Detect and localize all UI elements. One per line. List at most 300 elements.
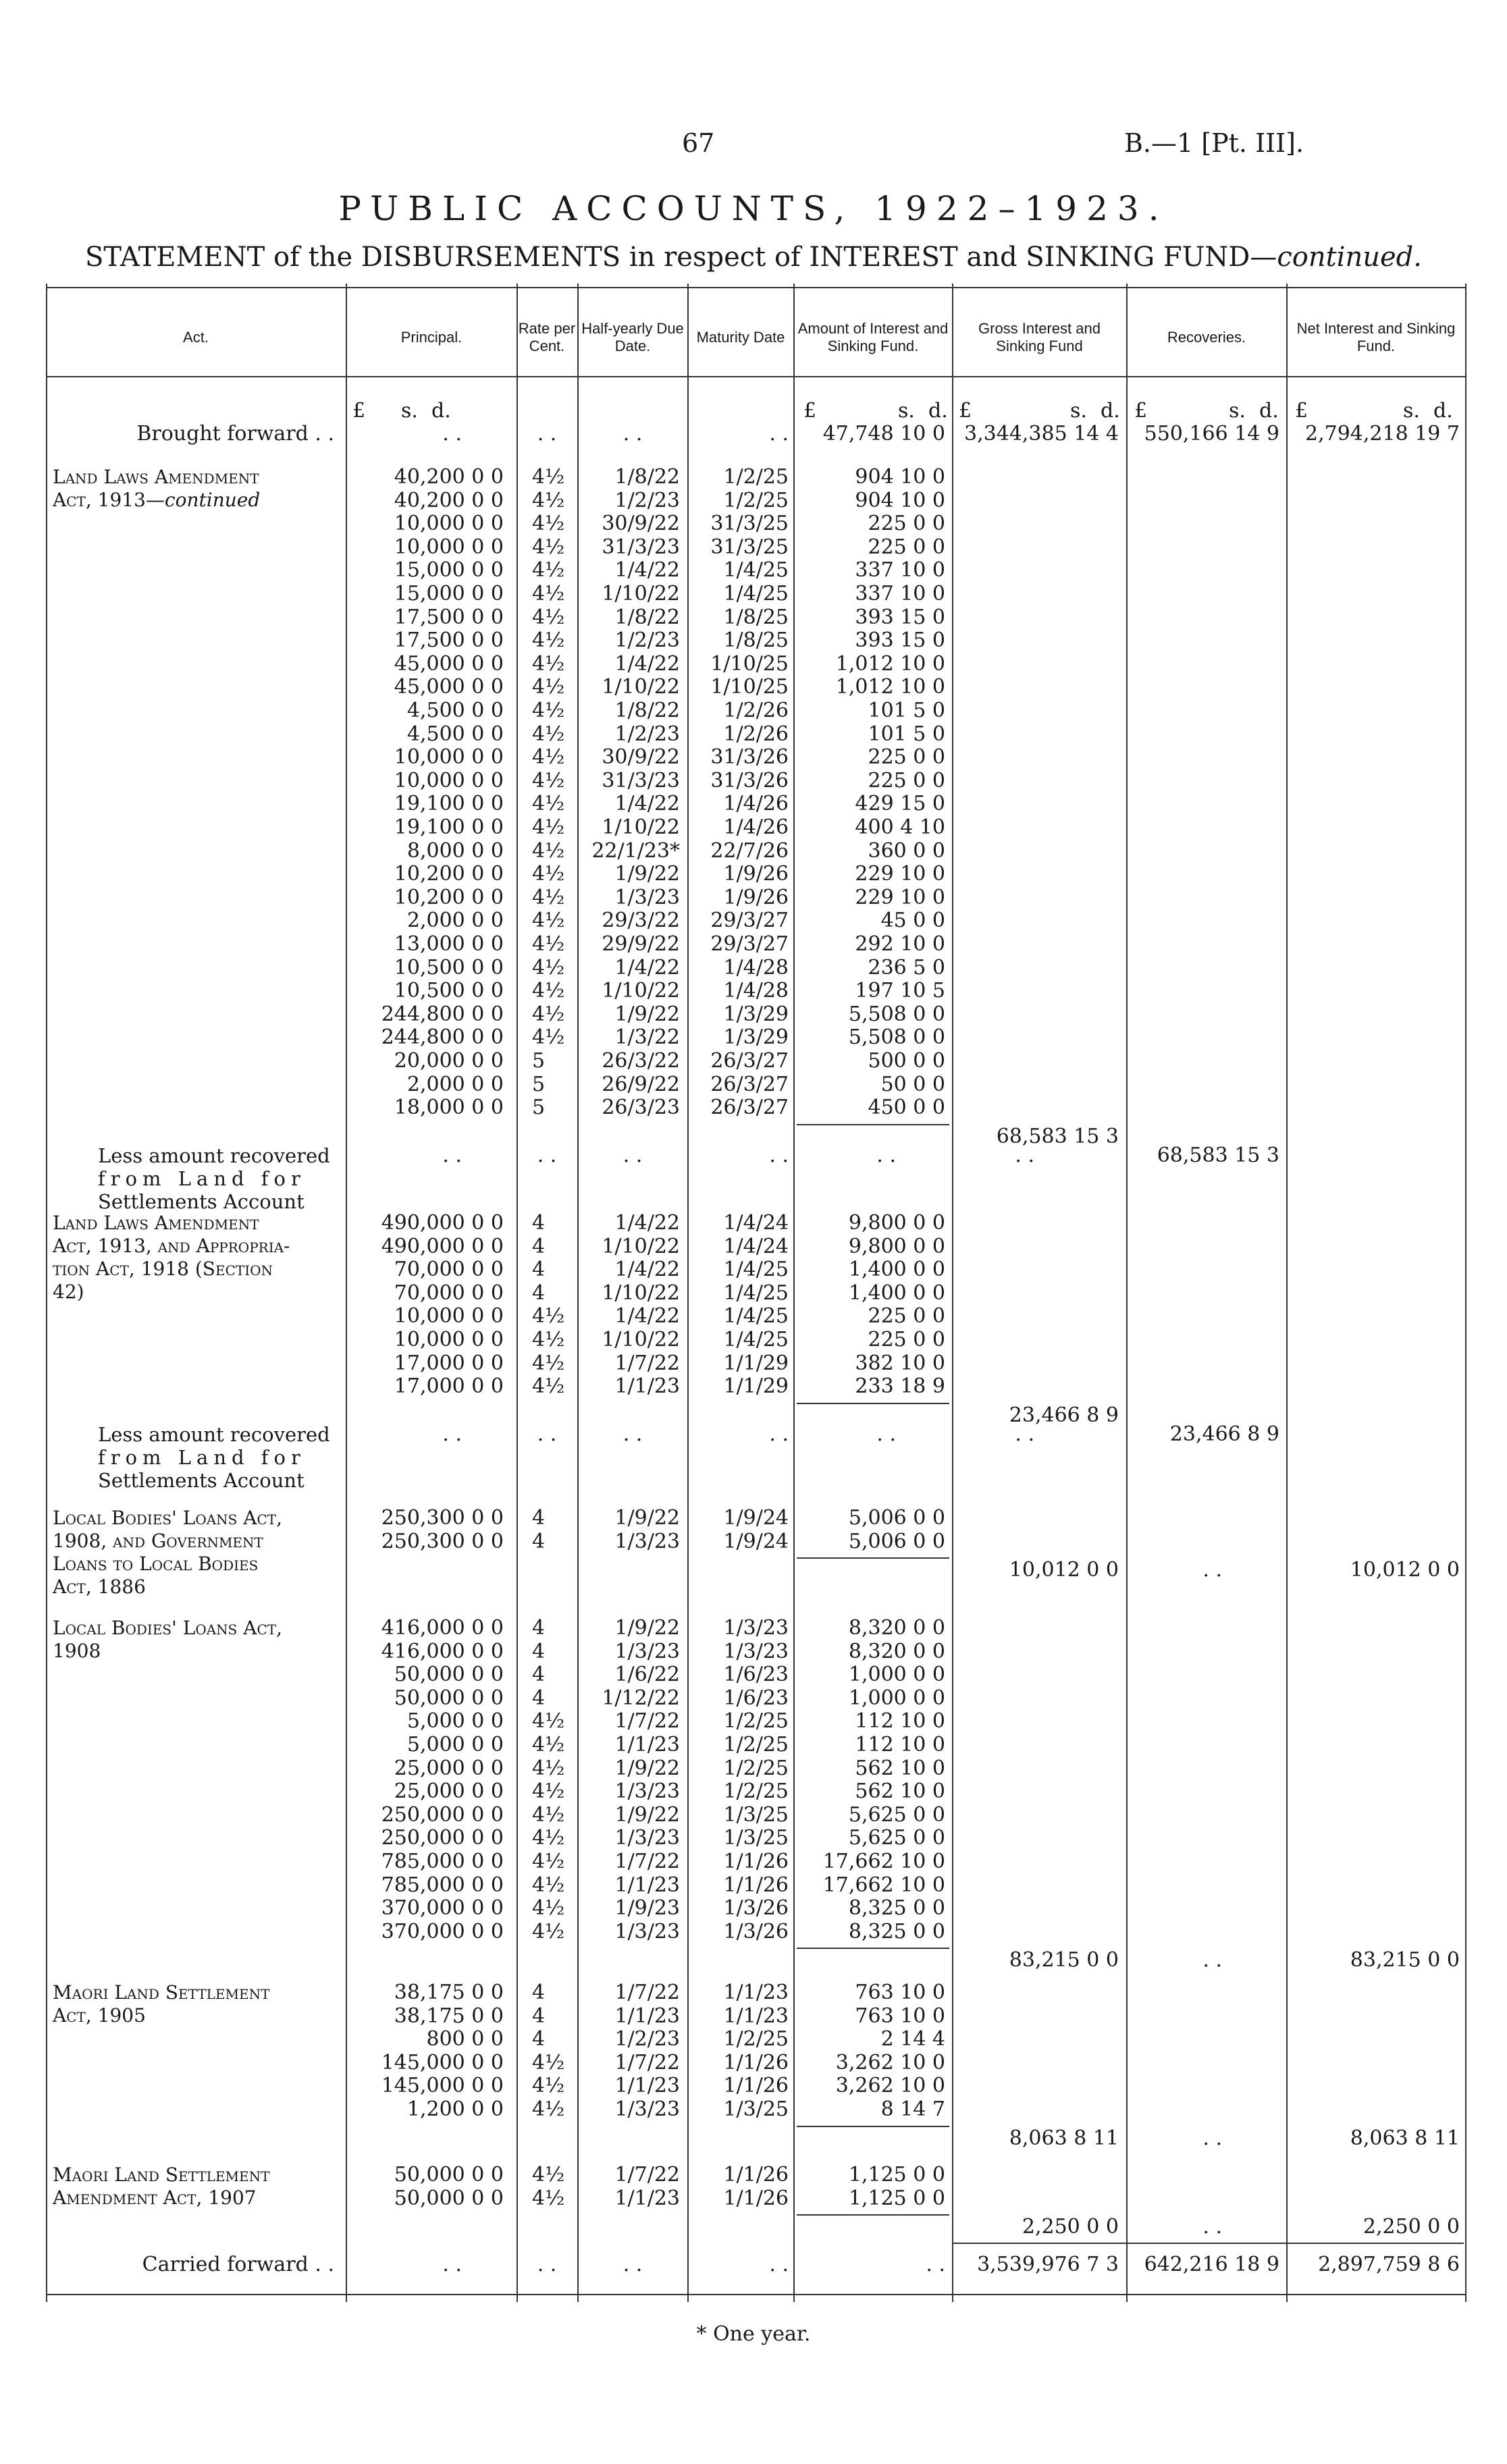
maturity-dots: . .: [769, 2253, 789, 2276]
amount-cell: 1,012 10 0: [835, 651, 945, 676]
due-date-cell: 1/7/22: [614, 1709, 680, 1734]
due-date-cell: 1/9/22: [614, 1002, 680, 1026]
maturity-dots: . .: [769, 1143, 789, 1167]
act-name-line: Local Bodies' Loans Act,: [53, 1507, 283, 1529]
rate-cell: 4½: [532, 955, 565, 980]
rate-cell: 4: [532, 2027, 546, 2052]
amount-cell: 3,262 10 0: [835, 2050, 945, 2074]
principal-cell: 785,000 0 0: [381, 1850, 504, 1873]
act-name-line: 1908: [53, 1640, 101, 1662]
amount-cell: 233 18 9: [855, 1374, 945, 1399]
amount-cell: 292 10 0: [855, 932, 945, 956]
subtotal-rule: [797, 1557, 949, 1559]
amount-cell: 17,662 10 0: [822, 1873, 945, 1897]
amount-cell: 500 0 0: [868, 1049, 945, 1073]
rate-cell: 4½: [532, 2050, 565, 2074]
amount-cell: 450 0 0: [868, 1096, 945, 1120]
amount-cell: 5,006 0 0: [848, 1529, 945, 1553]
due-date-cell: 1/10/22: [602, 1281, 680, 1305]
unit-pence-principal: d.: [431, 399, 451, 423]
rate-cell: 4½: [532, 1709, 565, 1734]
maturity-cell: 1/1/23: [723, 1981, 789, 2004]
rate-cell: 4½: [532, 1374, 565, 1399]
principal-cell: 17,000 0 0: [394, 1351, 504, 1375]
rate-cell: 4½: [532, 1873, 565, 1897]
amount-cell: 562 10 0: [855, 1779, 945, 1804]
amount-cell: 360 0 0: [868, 838, 945, 863]
amount-cell: 225 0 0: [868, 745, 945, 770]
rate-cell: 4½: [532, 885, 565, 909]
amount-cell: 8,320 0 0: [848, 1616, 945, 1640]
rate-cell: 4½: [532, 1304, 565, 1329]
principal-cell: 19,100 0 0: [394, 792, 504, 816]
unit-shilling-net: s.: [1403, 399, 1420, 423]
due-date-cell: 29/9/22: [602, 932, 680, 956]
rate-cell: 4½: [532, 2074, 565, 2098]
section-net-total: 10,012 0 0: [1350, 1558, 1460, 1582]
rate-cell: 4½: [532, 605, 565, 629]
amount-cell: 5,625 0 0: [848, 1826, 945, 1850]
due-date-cell: 1/7/22: [614, 1850, 680, 1873]
principal-cell: 145,000 0 0: [381, 2074, 504, 2098]
brought-forward-gross: 3,344,385 14 4: [963, 422, 1119, 446]
principal-cell: 5,000 0 0: [406, 1709, 504, 1734]
maturity-cell: 1/4/25: [723, 1304, 789, 1329]
table-top-rule: [46, 287, 1465, 288]
principal-cell: 250,000 0 0: [381, 1826, 504, 1850]
section-net-total: 83,215 0 0: [1350, 1948, 1460, 1973]
rate-cell: 4½: [532, 1896, 565, 1921]
rate-dots: . .: [537, 422, 557, 446]
less-recovered-line: Settlements Account: [98, 1468, 305, 1492]
rate-cell: 4½: [532, 2097, 565, 2121]
maturity-cell: 1/4/24: [723, 1211, 789, 1235]
rate-cell: 4½: [532, 558, 565, 583]
principal-cell: 50,000 0 0: [394, 1686, 504, 1710]
principal-cell: 10,000 0 0: [394, 768, 504, 793]
subtotal-rule: [797, 1124, 949, 1125]
maturity-cell: 1/1/26: [723, 2074, 789, 2098]
rate-cell: 4½: [532, 1756, 565, 1780]
due-date-cell: 1/1/23: [614, 1873, 680, 1897]
principal-cell: 10,000 0 0: [394, 535, 504, 559]
subtotal-rule: [797, 2214, 949, 2216]
amount-cell: 8,325 0 0: [848, 1896, 945, 1921]
due-date-cell: 1/1/23: [614, 2004, 680, 2028]
maturity-cell: 1/6/23: [723, 1663, 789, 1687]
amount-cell: 5,508 0 0: [848, 1002, 945, 1026]
rate-cell: 4½: [532, 1733, 565, 1757]
principal-cell: 50,000 0 0: [394, 2186, 504, 2210]
maturity-cell: 1/9/24: [723, 1506, 789, 1530]
rate-cell: 4½: [532, 1328, 565, 1351]
due-date-cell: 1/4/22: [614, 1211, 680, 1235]
table-bottom-rule: [46, 2294, 1465, 2295]
amount-cell: 229 10 0: [855, 862, 945, 886]
maturity-cell: 29/3/27: [710, 932, 789, 956]
maturity-cell: 1/4/25: [723, 1328, 789, 1351]
maturity-cell: 1/3/26: [723, 1896, 789, 1921]
due-date-cell: 1/3/23: [614, 1639, 680, 1663]
due-date-cell: 31/3/23: [602, 768, 680, 793]
page-number: 67: [682, 128, 715, 158]
principal-dots: . .: [442, 422, 462, 446]
amount-cell: 1,400 0 0: [848, 1281, 945, 1305]
due-date-cell: 1/12/22: [602, 1686, 680, 1710]
principal-cell: 40,200 0 0: [394, 465, 504, 489]
due-date-cell: 1/4/22: [614, 558, 680, 583]
due-date-cell: 1/7/22: [614, 1351, 680, 1375]
rate-cell: 4½: [532, 838, 565, 863]
due-date-cell: 1/9/22: [614, 1616, 680, 1640]
principal-cell: 70,000 0 0: [394, 1258, 504, 1282]
maturity-cell: 1/4/25: [723, 558, 789, 583]
maturity-cell: 1/4/26: [723, 792, 789, 816]
recoveries-dots: . .: [1202, 1948, 1222, 1973]
maturity-cell: 1/2/25: [723, 1756, 789, 1780]
due-dots: . .: [623, 1422, 643, 1446]
unit-pound-recoveries: £: [1134, 399, 1148, 423]
principal-cell: 250,000 0 0: [381, 1802, 504, 1827]
maturity-cell: 1/10/25: [710, 675, 789, 699]
carried-forward-net: 2,897,759 8 6: [1318, 2253, 1460, 2276]
maturity-cell: 1/4/28: [723, 955, 789, 980]
maturity-dots: . .: [769, 422, 789, 446]
maturity-cell: 1/9/26: [723, 885, 789, 909]
subtotal-rule: [797, 1403, 949, 1404]
principal-cell: 4,500 0 0: [406, 722, 504, 746]
principal-cell: 416,000 0 0: [381, 1616, 504, 1640]
amount-cell: 9,800 0 0: [848, 1234, 945, 1258]
less-recovered-line: Less amount recovered: [98, 1144, 330, 1167]
principal-cell: 5,000 0 0: [406, 1733, 504, 1757]
due-date-cell: 1/7/22: [614, 2050, 680, 2074]
rate-dots: . .: [537, 1143, 557, 1167]
amount-cell: 229 10 0: [855, 885, 945, 909]
maturity-cell: 26/3/27: [710, 1072, 789, 1096]
less-recovered-line: from Land for: [98, 1167, 306, 1190]
less-recovered-line: from Land for: [98, 1445, 306, 1469]
principal-cell: 10,000 0 0: [394, 512, 504, 536]
recoveries-dots: . .: [1202, 2126, 1222, 2150]
due-date-cell: 1/6/22: [614, 1663, 680, 1687]
maturity-cell: 1/2/25: [723, 2027, 789, 2052]
amount-cell: 337 10 0: [855, 558, 945, 583]
maturity-cell: 1/1/29: [723, 1351, 789, 1375]
rate-cell: 4½: [532, 815, 565, 839]
brought-forward-net: 2,794,218 19 7: [1304, 422, 1460, 446]
col-header-net: Net Interest and Sinking Fund.: [1296, 320, 1456, 354]
principal-cell: 244,800 0 0: [381, 1025, 504, 1050]
column-rule: [1465, 284, 1466, 2302]
maturity-cell: 1/1/26: [723, 1873, 789, 1897]
document-reference: B.—1 [Pt. III].: [1124, 128, 1304, 158]
act-name-line: Maori Land Settlement: [53, 1981, 270, 2004]
column-rule: [952, 284, 953, 2302]
principal-cell: 40,200 0 0: [394, 488, 504, 512]
principal-cell: 13,000 0 0: [394, 932, 504, 956]
maturity-cell: 1/4/28: [723, 979, 789, 1003]
maturity-cell: 1/4/24: [723, 1234, 789, 1258]
principal-cell: 416,000 0 0: [381, 1639, 504, 1663]
unit-shilling-amount: s.: [898, 399, 915, 423]
principal-cell: 38,175 0 0: [394, 1981, 504, 2004]
carried-forward-gross: 3,539,976 7 3: [977, 2253, 1119, 2276]
rate-cell: 4½: [532, 979, 565, 1003]
amount-cell: 50 0 0: [880, 1072, 945, 1096]
amount-cell: 337 10 0: [855, 582, 945, 606]
principal-cell: 2,000 0 0: [406, 909, 504, 933]
due-date-cell: 22/1/23*: [591, 838, 680, 863]
act-name-line: Amendment Act, 1907: [53, 2187, 257, 2209]
due-date-cell: 1/10/22: [602, 1328, 680, 1351]
due-date-cell: 29/3/22: [602, 909, 680, 933]
subtotal-rule: [797, 1948, 949, 1949]
col-header-recoveries: Recoveries.: [1167, 329, 1246, 346]
less-recovered-line: Settlements Account: [98, 1189, 305, 1213]
act-name-line: Act, 1886: [53, 1576, 146, 1598]
unit-pound-net: £: [1295, 399, 1308, 423]
maturity-cell: 1/2/26: [723, 722, 789, 746]
amount-cell: 236 5 0: [868, 955, 945, 980]
due-date-cell: 1/1/23: [614, 1733, 680, 1757]
due-dots: . .: [623, 422, 643, 446]
rate-cell: 4: [532, 1529, 546, 1553]
maturity-cell: 1/1/26: [723, 2050, 789, 2074]
maturity-cell: 1/3/23: [723, 1639, 789, 1663]
carried-forward-label: Carried forward . .: [142, 2253, 334, 2276]
principal-cell: 10,200 0 0: [394, 862, 504, 886]
due-date-cell: 1/3/22: [614, 1025, 680, 1050]
due-date-cell: 1/3/23: [614, 1529, 680, 1553]
principal-cell: 2,000 0 0: [406, 1072, 504, 1096]
unit-pence-gross: d.: [1101, 399, 1120, 423]
principal-cell: 10,000 0 0: [394, 1328, 504, 1351]
amount-cell: 8,325 0 0: [848, 1919, 945, 1944]
page-title: PUBLIC ACCOUNTS, 1922–1923.: [338, 189, 1169, 228]
amount-cell: 763 10 0: [855, 1981, 945, 2004]
act-name-line: Loans to Local Bodies: [53, 1553, 259, 1575]
rate-cell: 4½: [532, 722, 565, 746]
rate-cell: 4½: [532, 512, 565, 536]
principal-cell: 15,000 0 0: [394, 582, 504, 606]
section-gross-total: 83,215 0 0: [1009, 1948, 1119, 1973]
principal-cell: 70,000 0 0: [394, 1281, 504, 1305]
amount-dots: . .: [926, 2253, 945, 2276]
principal-cell: 17,000 0 0: [394, 1374, 504, 1399]
unit-pence-recoveries: d.: [1259, 399, 1279, 423]
principal-cell: 10,000 0 0: [394, 745, 504, 770]
maturity-cell: 1/1/26: [723, 2163, 789, 2187]
act-name-line: Land Laws Amendment: [53, 466, 259, 488]
act-name-line: tion Act, 1918 (Section: [53, 1258, 273, 1280]
maturity-cell: 1/2/25: [723, 1779, 789, 1804]
amount-cell: 225 0 0: [868, 512, 945, 536]
unit-pence-net: d.: [1433, 399, 1453, 423]
due-date-cell: 1/4/22: [614, 1304, 680, 1329]
act-name-line: 1908, and Government: [53, 1530, 263, 1552]
rate-cell: 5: [532, 1072, 546, 1096]
due-date-cell: 1/2/23: [614, 628, 680, 653]
unit-pence-amount: d.: [928, 399, 948, 423]
principal-cell: 20,000 0 0: [394, 1049, 504, 1073]
due-date-cell: 1/8/22: [614, 605, 680, 629]
principal-cell: 370,000 0 0: [381, 1919, 504, 1944]
rate-cell: 4½: [532, 465, 565, 489]
col-header-principal: Principal.: [400, 329, 462, 346]
maturity-cell: 1/4/25: [723, 582, 789, 606]
section-gross-total: 68,583 15 3: [996, 1124, 1119, 1148]
rate-cell: 5: [532, 1096, 546, 1120]
due-date-cell: 26/3/22: [602, 1049, 680, 1073]
due-date-cell: 1/1/23: [614, 2186, 680, 2210]
due-date-cell: 1/8/22: [614, 465, 680, 489]
column-rule: [517, 284, 518, 2302]
maturity-cell: 1/10/25: [710, 651, 789, 676]
column-rule: [1126, 284, 1128, 2302]
due-date-cell: 1/4/22: [614, 1258, 680, 1282]
amount-cell: 8,320 0 0: [848, 1639, 945, 1663]
principal-cell: 17,500 0 0: [394, 605, 504, 629]
amount-cell: 101 5 0: [868, 699, 945, 722]
due-date-cell: 30/9/22: [602, 512, 680, 536]
due-date-cell: 30/9/22: [602, 745, 680, 770]
less-recoveries-value: 23,466 8 9: [1169, 1422, 1279, 1446]
rate-cell: 4½: [532, 792, 565, 816]
rate-dots: . .: [537, 2253, 557, 2276]
principal-dots: . .: [442, 2253, 462, 2276]
rate-cell: 4½: [532, 699, 565, 722]
maturity-cell: 1/3/25: [723, 1826, 789, 1850]
maturity-cell: 26/3/27: [710, 1096, 789, 1120]
subtitle-continued: —continued.: [1250, 242, 1422, 273]
principal-cell: 4,500 0 0: [406, 699, 504, 722]
due-date-cell: 1/9/22: [614, 1756, 680, 1780]
due-date-cell: 26/9/22: [602, 1072, 680, 1096]
principal-cell: 15,000 0 0: [394, 558, 504, 583]
due-date-cell: 1/10/22: [602, 675, 680, 699]
due-date-cell: 1/7/22: [614, 2163, 680, 2187]
maturity-cell: 1/3/29: [723, 1002, 789, 1026]
brought-forward-amount: 47,748 10 0: [822, 422, 945, 446]
maturity-cell: 1/3/25: [723, 2097, 789, 2121]
recoveries-dots: . .: [1202, 1558, 1222, 1582]
less-recovered-line: Less amount recovered: [98, 1422, 330, 1446]
act-name-line: Maori Land Settlement: [53, 2164, 270, 2186]
due-date-cell: 1/3/23: [614, 885, 680, 909]
maturity-cell: 31/3/25: [710, 535, 789, 559]
amount-cell: 1,000 0 0: [848, 1686, 945, 1710]
amount-cell: 904 10 0: [855, 488, 945, 512]
principal-cell: 45,000 0 0: [394, 651, 504, 676]
section-net-total: 8,063 8 11: [1350, 2126, 1460, 2150]
due-date-cell: 1/3/23: [614, 1919, 680, 1944]
principal-dots: . .: [442, 1143, 462, 1167]
amount-cell: 1,400 0 0: [848, 1258, 945, 1282]
act-name-line: Act, 1913, and Appropria-: [53, 1235, 290, 1257]
due-date-cell: 1/10/22: [602, 979, 680, 1003]
rate-cell: 4½: [532, 1850, 565, 1873]
rate-cell: 4½: [532, 628, 565, 653]
maturity-cell: 1/8/25: [723, 605, 789, 629]
due-dots: . .: [623, 1143, 643, 1167]
amount-cell: 1,125 0 0: [848, 2163, 945, 2187]
due-date-cell: 1/10/22: [602, 815, 680, 839]
amount-cell: 112 10 0: [855, 1709, 945, 1734]
principal-cell: 50,000 0 0: [394, 2163, 504, 2187]
rate-cell: 4½: [532, 1351, 565, 1375]
brought-forward-label: Brought forward . .: [136, 422, 334, 446]
due-date-cell: 1/3/23: [614, 1779, 680, 1804]
maturity-cell: 1/1/29: [723, 1374, 789, 1399]
principal-cell: 250,300 0 0: [381, 1506, 504, 1530]
col-header-maturity: Maturity Date: [696, 329, 785, 346]
amount-dots: . .: [876, 1143, 896, 1167]
carried-forward-recoveries: 642,216 18 9: [1144, 2253, 1279, 2276]
amount-cell: 393 15 0: [855, 605, 945, 629]
rate-cell: 4: [532, 1639, 546, 1663]
amount-cell: 17,662 10 0: [822, 1850, 945, 1873]
maturity-cell: 1/1/26: [723, 2186, 789, 2210]
rate-cell: 4: [532, 1211, 546, 1235]
unit-pound-principal: £: [352, 399, 366, 423]
rate-cell: 4½: [532, 1919, 565, 1944]
due-date-cell: 1/2/23: [614, 488, 680, 512]
section-net-total: 2,250 0 0: [1363, 2215, 1460, 2239]
principal-cell: 800 0 0: [426, 2027, 504, 2052]
amount-cell: 225 0 0: [868, 768, 945, 793]
amount-cell: 8 14 7: [880, 2097, 945, 2121]
act-name-line: 42): [53, 1281, 84, 1303]
rate-cell: 4½: [532, 1002, 565, 1026]
amount-cell: 400 4 10: [855, 815, 945, 839]
rate-cell: 4½: [532, 2163, 565, 2187]
amount-cell: 393 15 0: [855, 628, 945, 653]
amount-cell: 5,625 0 0: [848, 1802, 945, 1827]
maturity-cell: 1/6/23: [723, 1686, 789, 1710]
due-date-cell: 1/3/23: [614, 2097, 680, 2121]
rate-cell: 4: [532, 1281, 546, 1305]
col-header-rate: Rate per Cent.: [518, 320, 576, 354]
rate-cell: 4: [532, 2004, 546, 2028]
unit-pound-gross: £: [959, 399, 972, 423]
maturity-cell: 31/3/26: [710, 768, 789, 793]
column-rule: [1286, 284, 1288, 2302]
unit-shilling-principal: s.: [401, 399, 418, 423]
amount-cell: 5,006 0 0: [848, 1506, 945, 1530]
rate-cell: 4: [532, 1663, 546, 1687]
maturity-cell: 1/1/23: [723, 2004, 789, 2028]
due-date-cell: 1/2/23: [614, 722, 680, 746]
recoveries-dots: . .: [1202, 2215, 1222, 2239]
maturity-cell: 1/3/23: [723, 1616, 789, 1640]
principal-cell: 8,000 0 0: [406, 838, 504, 863]
due-date-cell: 1/10/22: [602, 582, 680, 606]
due-date-cell: 1/8/22: [614, 699, 680, 722]
due-date-cell: 1/9/23: [614, 1896, 680, 1921]
rate-cell: 4½: [532, 1779, 565, 1804]
amount-cell: 1,012 10 0: [835, 675, 945, 699]
maturity-cell: 1/4/26: [723, 815, 789, 839]
amount-cell: 3,262 10 0: [835, 2074, 945, 2098]
principal-cell: 10,000 0 0: [394, 1304, 504, 1329]
maturity-cell: 1/2/25: [723, 488, 789, 512]
rate-cell: 4½: [532, 2186, 565, 2210]
amount-cell: 429 15 0: [855, 792, 945, 816]
maturity-cell: 31/3/26: [710, 745, 789, 770]
due-date-cell: 1/4/22: [614, 955, 680, 980]
principal-cell: 18,000 0 0: [394, 1096, 504, 1120]
